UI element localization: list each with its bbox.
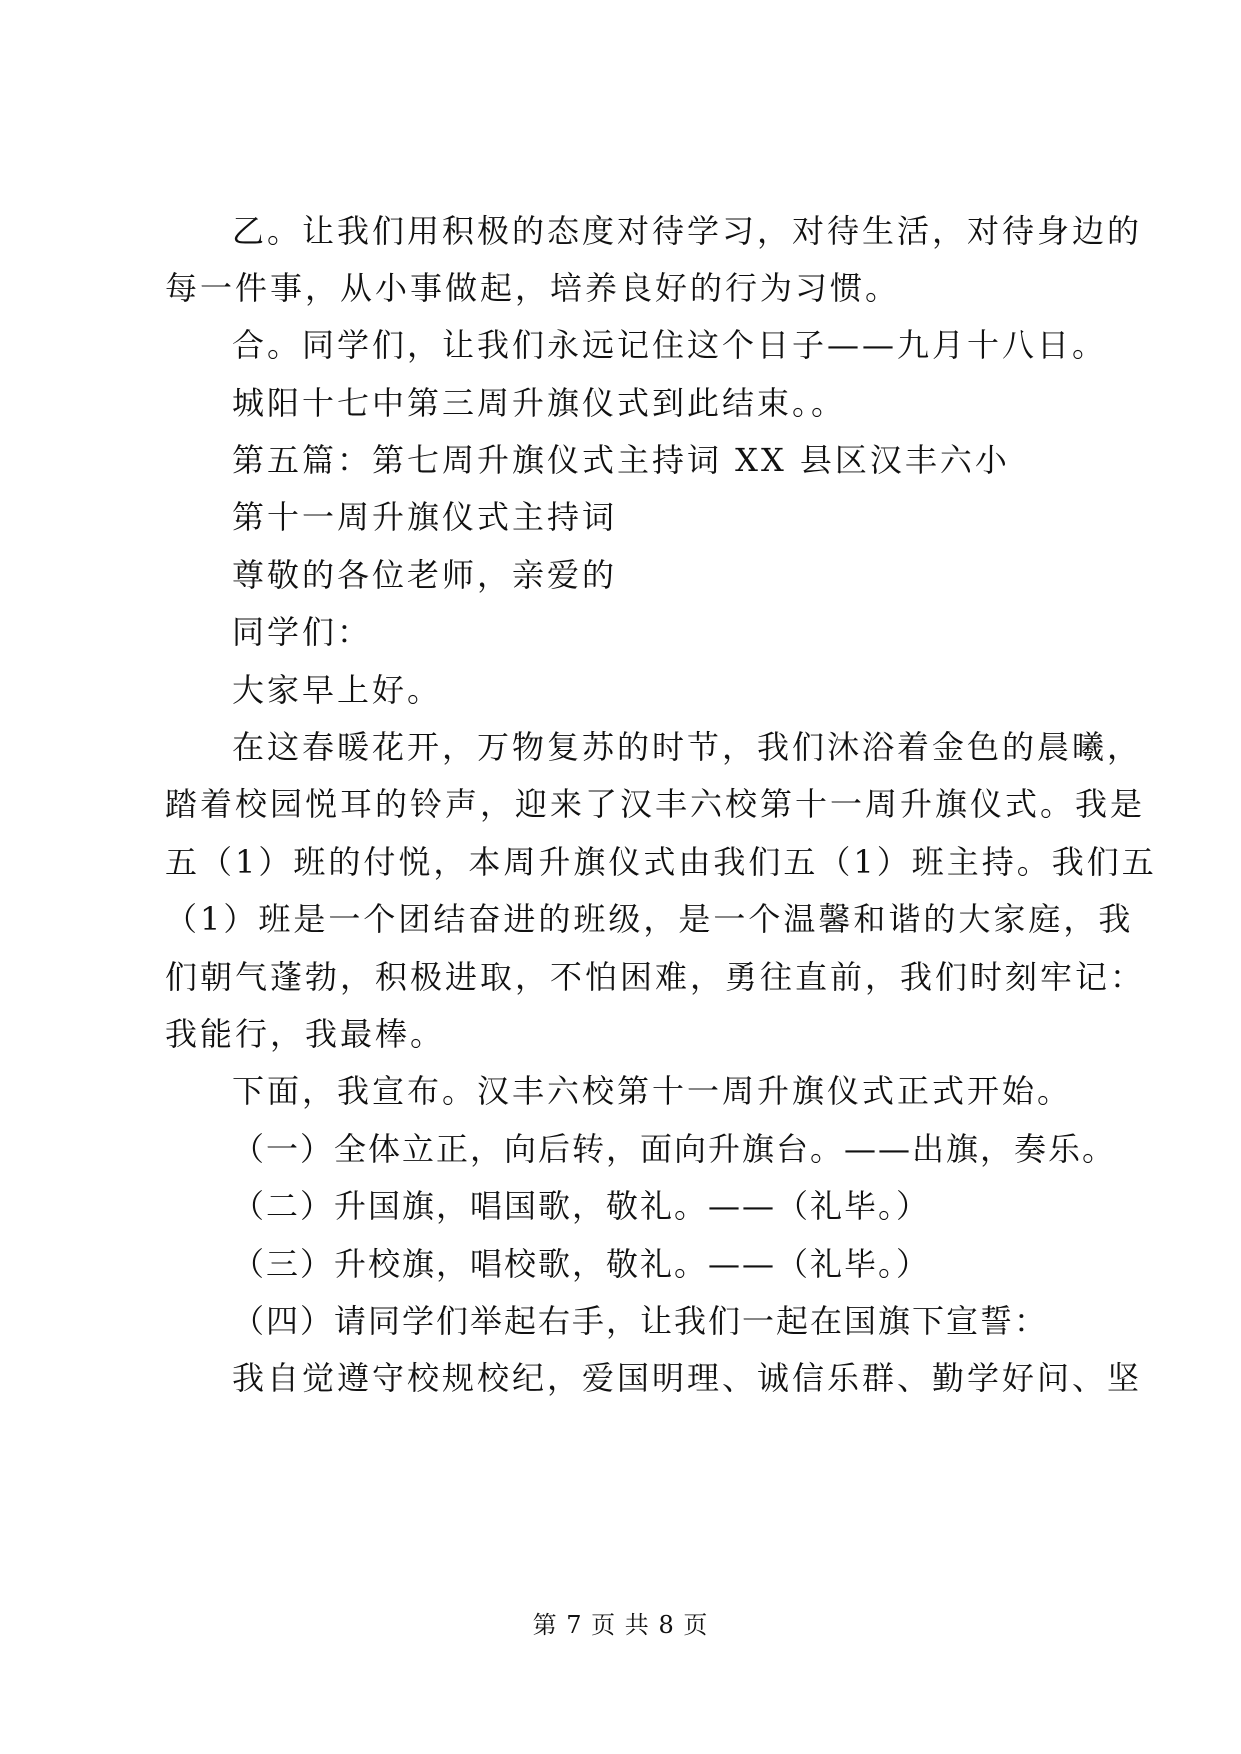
paragraph-line: 五（1）班的付悦，本周升旗仪式由我们五（1）班主持。我们五 xyxy=(165,843,1157,881)
paragraph-line: 下面，我宣布。汉丰六校第十一周升旗仪式正式开始。 xyxy=(232,1072,1073,1110)
paragraph-line: 我能行，我最棒。 xyxy=(165,1015,446,1053)
paragraph-line: 们朝气蓬勃，积极进取，不怕困难，勇往直前，我们时刻牢记： xyxy=(165,958,1146,996)
paragraph-line: 尊敬的各位老师，亲爱的 xyxy=(232,556,618,594)
list-item: （四）请同学们举起右手，让我们一起在国旗下宣誓： xyxy=(232,1302,1049,1340)
paragraph-line: 合。同学们，让我们永远记住这个日子——九月十八日。 xyxy=(232,326,1108,364)
paragraph-line: 乙。让我们用积极的态度对待学习，对待生活，对待身边的 xyxy=(232,212,1143,250)
paragraph-line: 每一件事，从小事做起，培养良好的行为习惯。 xyxy=(165,269,901,307)
paragraph-line: 在这春暖花开，万物复苏的时节，我们沐浴着金色的晨曦， xyxy=(232,728,1143,766)
paragraph-line: 城阳十七中第三周升旗仪式到此结束。。 xyxy=(232,384,847,422)
list-item: （二）升国旗，唱国歌，敬礼。——（礼毕。） xyxy=(232,1187,931,1225)
section-subheading: 第十一周升旗仪式主持词 xyxy=(232,498,618,536)
page-footer: 第 7 页 共 8 页 xyxy=(532,1611,709,1639)
paragraph-line: 踏着校园悦耳的铃声，迎来了汉丰六校第十一周升旗仪式。我是 xyxy=(165,785,1146,823)
list-item: （一）全体立正，向后转，面向升旗台。——出旗，奏乐。 xyxy=(232,1130,1117,1168)
paragraph-line: 我自觉遵守校规校纪，爱国明理、诚信乐群、勤学好问、坚 xyxy=(232,1359,1143,1397)
section-heading: 第五篇：第七周升旗仪式主持词 XX 县区汉丰六小 xyxy=(232,441,1010,479)
paragraph-line: （1）班是一个团结奋进的班级，是一个温馨和谐的大家庭，我 xyxy=(165,900,1134,938)
list-item: （三）升校旗，唱校歌，敬礼。——（礼毕。） xyxy=(232,1245,931,1283)
paragraph-line: 大家早上好。 xyxy=(232,671,443,709)
paragraph-line: 同学们： xyxy=(232,613,373,651)
